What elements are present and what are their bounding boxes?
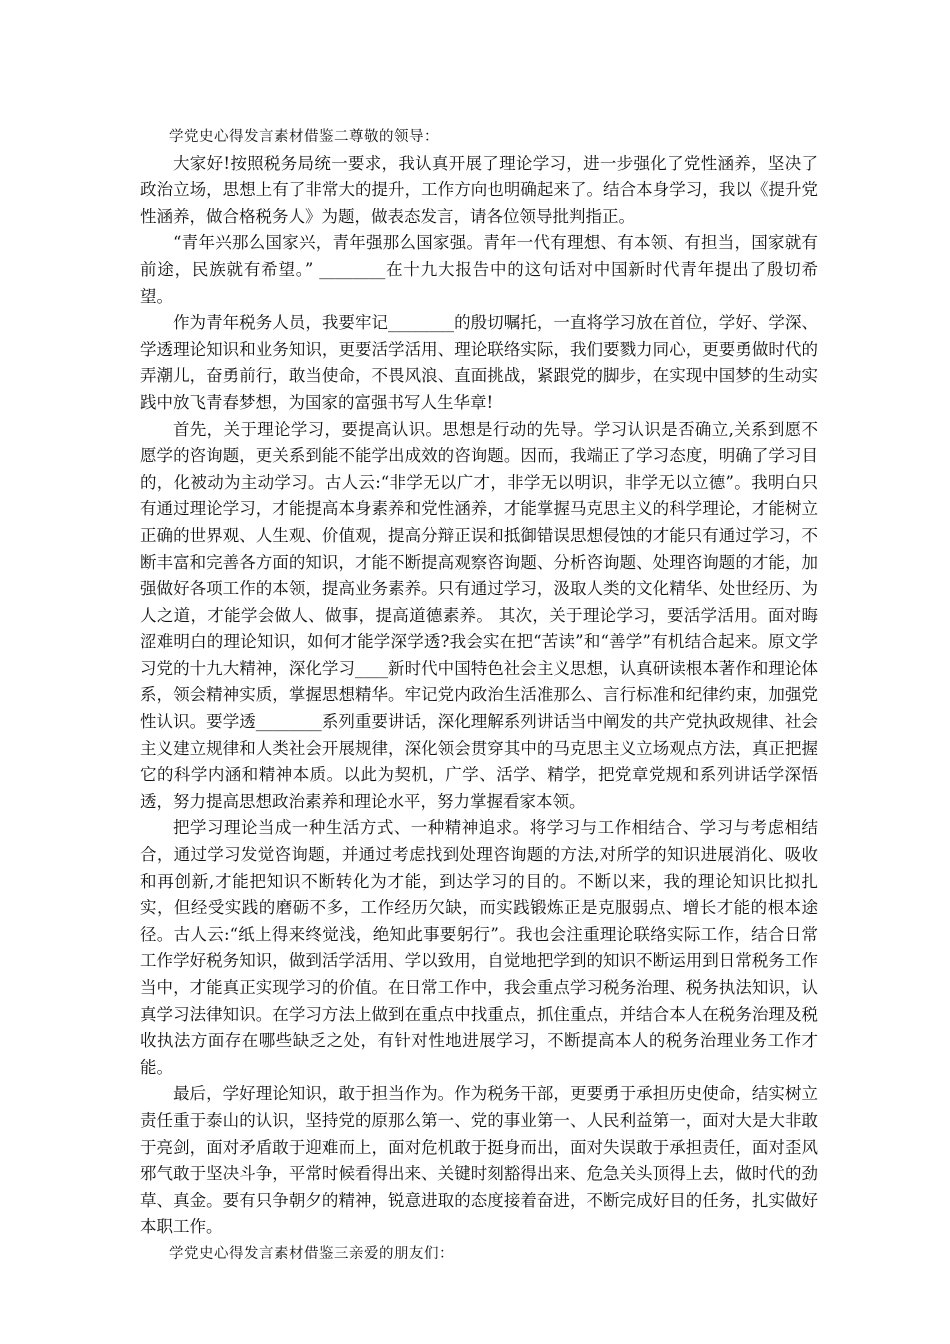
document-body (140, 124, 818, 1268)
paragraph-practice: 把学习理论当成一种生活方式、一种精神追求。将学习与工作相结合、学习与考虑相结合，通过学习发觉咨询题，并通过考虑找到处理咨询题的方法,对所学的知识进展消化、吸收和再创新,才能把知识不断转化为才能，到达学习的目的。不断以来，我的理论知识比拟扎实，但经受实践的磨砺不多，工作经历欠缺，而实践锻炼正是克服弱点、增长才能的根本途径。古人云:“纸上得来终觉浅，绝知此事要躬行”。我也会注重理论联络实际工作，结合日常工作学好税务知识，做到活学活用、学以致用，自觉地把学到的知识不断运用到日常税务工作当中，才能真正实现学习的价值。在日常工作中，我会重点学习税务治理、税务执法知识，认真学习法律知识。在学习方法上做到在重点中找重点，抓住重点，并结合本人在税务治理及税收执法方面存在哪些缺乏之处，有针对性地进展学习，不断提高本人的税务治理业务工作才能。 (140, 818, 818, 1077)
paragraph-theory-study: 首先，关于理论学习，要提高认识。思想是行动的先导。学习认识是否确立,关系到愿不愿学的咨询题，更关系到能不能学出成效的咨询题。因而，我端正了学习态度，明确了学习目的，化被动为主动学习。古人云:“非学无以广才，非学无以明识，非学无以立德”。我明白只有通过理论学习，才能提高本身素养和党性涵养，才能掌握马克思主义的科学理论，才能树立正确的世界观、人生观、价值观，提高分辩正误和抵御错误思想侵蚀的才能只有通过学习，不断丰富和完善各方面的知识，才能不断提高观察咨询题、分析咨询题、处理咨询题的才能，加强做好各项工作的本领，提高业务素养。只有通过学习，汲取人类的文化精华、处世经历、为人之道，才能学会做人、做事，提高道德素养。 其次，关于理论学习，要活学活用。面对晦涩难明白的理论知识，如何才能学深学透?我会实在把“苦读”和“善学”有机结合起来。原文学习党的十九大精神，深化学习____新时代中国特色社会主义思想，认真研读根本著作和理论体系，领会精神实质，掌握思想精华。牢记党内政治生活准那么、言行标准和纪律约束，加强党性认识。要学透________系列重要讲话，深化理解系列讲话当中阐发的共产党执政规律、社会主义建立规律和人类社会开展规律，深化领会贯穿其中的马克思主义立场观点方法，真正把握它的科学内涵和精神本质。以此为契机，广学、活学、精学，把党章党规和系列讲话学深悟透，努力提高思想政治素养和理论水平，努力掌握看家本领。 (140, 419, 818, 811)
paragraph-responsibility: 最后，学好理论知识，敢于担当作为。作为税务干部，更要勇于承担历史使命，结实树立责任重于泰山的认识，坚持党的原那么第一、党的事业第一、人民利益第一，面对大是大非敢于亮剑，面对矛盾敢于迎难而上，面对危机敢于挺身而出，面对失误敢于承担责任，面对歪风邪气敢于坚决斗争，平常时候看得出来、关键时刻豁得出来、危急关头顶得上去，做时代的劲草、真金。要有只争朝夕的精神，锐意进取的态度接着奋进，不断完成好目的任务，扎实做好本职工作。 (140, 1084, 818, 1237)
paragraph-greeting: 大家好!按照税务局统一要求，我认真开展了理论学习，进一步强化了党性涵养，坚决了政治立场，思想上有了非常大的提升，工作方向也明确起来了。结合本身学习，我以《提升党性涵养，做合格税务人》为题，做表态发言，请各位领导批判指正。 (140, 153, 818, 226)
paragraph-quote: “青年兴那么国家兴，青年强那么国家强。青年一代有理想、有本领、有担当，国家就有前途，民族就有希望。” ________在十九大报告中的这句话对中国新时代青年提出了殷切希望。 (140, 233, 818, 306)
paragraph-commitment: 作为青年税务人员，我要牢记________的殷切嘱托，一直将学习放在首位，学好、学深、学透理论知识和业务知识，更要活学活用、理论联络实际，我们要戮力同心，更要勇做时代的弄潮儿，奋勇前行，敢当使命，不畏风浪、直面挑战，紧跟党的脚步，在实现中国梦的生动实践中放飞青春梦想，为国家的富强书写人生华章! (140, 313, 818, 412)
section-heading-2: 学党史心得发言素材借鉴二尊敬的领导： (169, 129, 439, 145)
section-heading-3: 学党史心得发言素材借鉴三亲爱的朋友们： (169, 1245, 454, 1262)
